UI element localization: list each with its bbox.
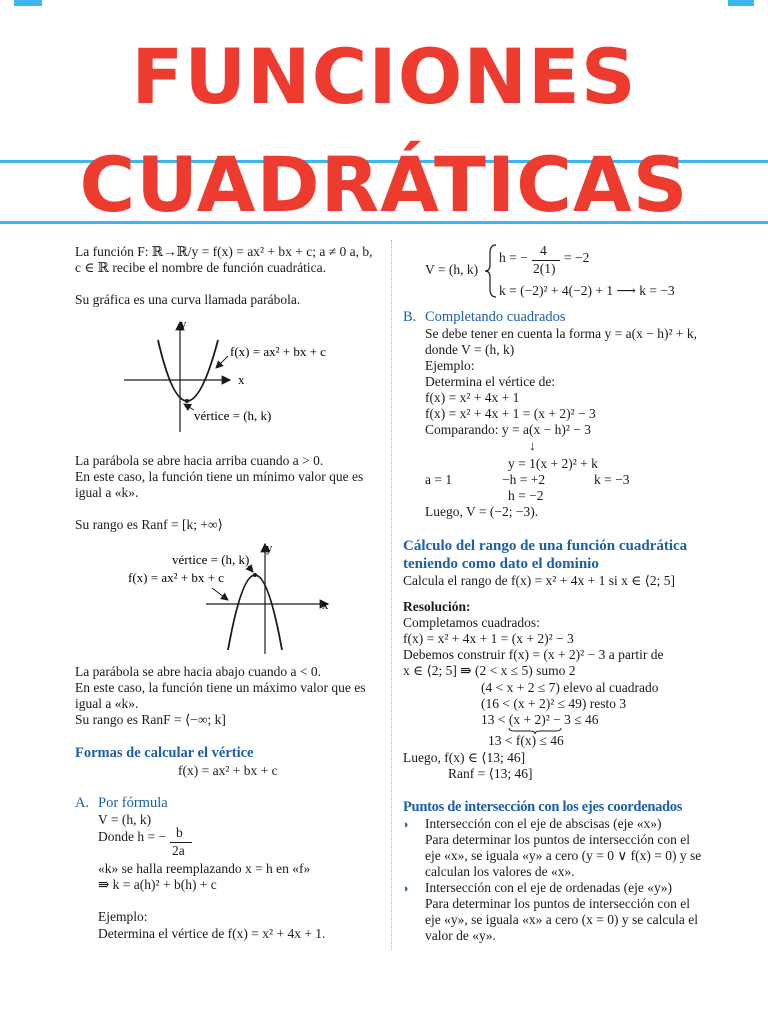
p-line-8: valor de «y».	[425, 928, 496, 943]
a-label: A.	[75, 795, 90, 811]
rango-heading-1: Cálculo del rango de una función cuadrática	[403, 538, 688, 554]
b-line-1: Se debe tener en cuenta la forma y = a(x − h)² + k,	[425, 326, 698, 341]
formas-heading: Formas de calcular el vértice	[75, 745, 254, 761]
fx-label: f(x) = ax² + bx + c	[230, 344, 326, 359]
down-arrow: ↓	[529, 438, 536, 453]
abre-arriba-3: igual a «k».	[75, 485, 139, 500]
parabola-down-curve	[228, 575, 282, 650]
fx-pointer	[216, 356, 228, 368]
formas-equation: f(x) = ax² + bx + c	[178, 763, 278, 778]
parabola-up-graph	[118, 312, 358, 436]
puntos-heading: Puntos de intersección con los ejes coordenados	[403, 799, 683, 815]
b-line-3: Ejemplo:	[425, 358, 475, 373]
x-label: x	[238, 372, 245, 387]
k-eq: k = (−2)² + 4(−2) + 1 ⟶ k = −3	[499, 283, 675, 298]
rango-heading-2: teniendo como dato el dominio	[403, 556, 599, 572]
r-line-2: f(x) = x² + 4x + 1 = (x + 2)² − 3	[403, 631, 574, 646]
abre-abajo-3: igual a «k».	[75, 696, 139, 711]
header-tab-right	[728, 0, 754, 6]
p-line-5: Intersección con el eje de ordenadas (eje «y»)	[425, 880, 673, 895]
b-line-7: Comparando: y = a(x − h)² − 3	[425, 422, 591, 437]
rango-up: Su rango es Ranf = [k; +∞⟩	[75, 517, 223, 532]
h-eq-prefix: h = −	[499, 250, 528, 265]
abre-abajo-1: La parábola se abre hacia abajo cuando a < 0.	[75, 664, 321, 679]
p-line-3: eje «x», se iguala «y» a cero (y = 0 ∨ f(x) = 0) y se	[425, 848, 702, 863]
b-line-9b: −h = +2	[502, 472, 546, 487]
b-heading: Completando cuadrados	[425, 309, 566, 325]
k-halla: «k» se halla reemplazando x = h en «f»	[98, 861, 311, 876]
p-line-7: eje «y», se iguala «x» a cero (x = 0) y se calcula el	[425, 912, 698, 927]
donde-h: Donde h = −	[98, 829, 167, 844]
h-denominator: 2(1)	[533, 261, 556, 276]
fx-label: f(x) = ax² + bx + c	[128, 570, 224, 585]
resolucion-label: Resolución:	[403, 599, 471, 614]
b-label: B.	[403, 309, 417, 325]
b-line-10: h = −2	[508, 488, 544, 503]
p-line-1: Intersección con el eje de abscisas (eje «x»)	[425, 816, 662, 831]
r-line-6: (16 < (x + 2)² ≤ 49) resto 3	[481, 696, 627, 711]
vertex-label: vértice = (h, k)	[172, 552, 250, 567]
title-line-2: CUADRÁTICAS	[79, 140, 689, 229]
r-line-10: Ranf = ⟨13; 46]	[448, 766, 533, 781]
rango-down: Su rango es RanF = ⟨−∞; k]	[75, 712, 226, 727]
b-line-6: f(x) = x² + 4x + 1 = (x + 2)² − 3	[425, 406, 596, 421]
h-eq-suffix: = −2	[564, 250, 590, 265]
y-label: y	[180, 316, 187, 331]
header-tab-left	[14, 0, 42, 6]
rango-question: Calcula el rango de f(x) = x² + 4x + 1 si x ∈ ⟨2; 5]	[403, 573, 675, 588]
system-brace	[484, 243, 498, 299]
vertex-point	[253, 573, 257, 577]
b-line-5: f(x) = x² + 4x + 1	[425, 390, 520, 405]
r-line-4: x ∈ ⟨2; 5] ⇛ (2 < x ≤ 5) sumo 2	[403, 663, 576, 678]
column-divider	[391, 240, 392, 950]
r-line-1: Completamos cuadrados:	[403, 615, 540, 630]
b-line-9a: a = 1	[425, 472, 453, 487]
y-label: y	[266, 540, 273, 555]
vertex-point	[185, 399, 189, 403]
frac-denominator: 2a	[172, 843, 185, 858]
v-label: V = (h, k)	[425, 262, 479, 277]
k-formula: ⇛ k = a(h)² + b(h) + c	[98, 877, 217, 892]
abre-arriba-2: En este caso, la función tiene un mínimo valor que es	[75, 469, 364, 484]
parabola-down-graph	[120, 538, 340, 656]
b-line-4: Determina el vértice de:	[425, 374, 556, 389]
abre-abajo-2: En este caso, la función tiene un máximo valor que es	[75, 680, 366, 695]
vertex-label: vértice = (h, k)	[194, 408, 272, 423]
parabola-up-curve	[158, 340, 218, 401]
b-line-2: donde V = (h, k)	[425, 342, 515, 357]
intro-line-1: La función F: ℝ→ℝ/y = f(x) = ax² + bx + c; a ≠ 0 a, b,	[75, 244, 373, 259]
determina-vertice: Determina el vértice de f(x) = x² + 4x + 1.	[98, 926, 326, 941]
intro-line-2: c ∈ ℝ recibe el nombre de función cuadrática.	[75, 260, 326, 275]
b-line-8: y = 1(x + 2)² + k	[508, 456, 598, 471]
r-line-8: 13 < f(x) ≤ 46	[488, 733, 564, 748]
b-line-9c: k = −3	[594, 472, 630, 487]
fx-pointer	[212, 588, 228, 600]
abre-arriba-1: La parábola se abre hacia arriba cuando a > 0.	[75, 453, 324, 468]
frac-numerator: b	[176, 825, 183, 840]
bullet-1: ◗	[403, 819, 410, 831]
a-heading: Por fórmula	[98, 795, 168, 811]
h-numerator: 4	[540, 243, 547, 258]
x-label: x	[322, 597, 329, 612]
p-line-6: Para determinar los puntos de intersección con el	[425, 896, 691, 911]
p-line-4: calculan los valores de «x».	[425, 864, 575, 879]
r-line-9: Luego, f(x) ∈ ⟨13; 46]	[403, 750, 526, 765]
title-line-1: FUNCIONES	[131, 32, 637, 121]
ejemplo-label: Ejemplo:	[98, 909, 148, 924]
b-line-11: Luego, V = (−2; −3).	[425, 504, 539, 519]
r-line-5: (4 < x + 2 ≤ 7) elevo al cuadrado	[481, 680, 659, 695]
p-line-2: Para determinar los puntos de intersección con el	[425, 832, 691, 847]
grafica-text: Su gráfica es una curva llamada parábola.	[75, 292, 301, 307]
bullet-2: ◗	[403, 883, 410, 895]
v-hk: V = (h, k)	[98, 812, 152, 827]
vertex-pointer	[184, 404, 194, 410]
r-line-3: Debemos construir f(x) = (x + 2)² − 3 a partir de	[403, 647, 664, 662]
r-line-7: 13 < (x + 2)² − 3 ≤ 46	[481, 712, 599, 727]
